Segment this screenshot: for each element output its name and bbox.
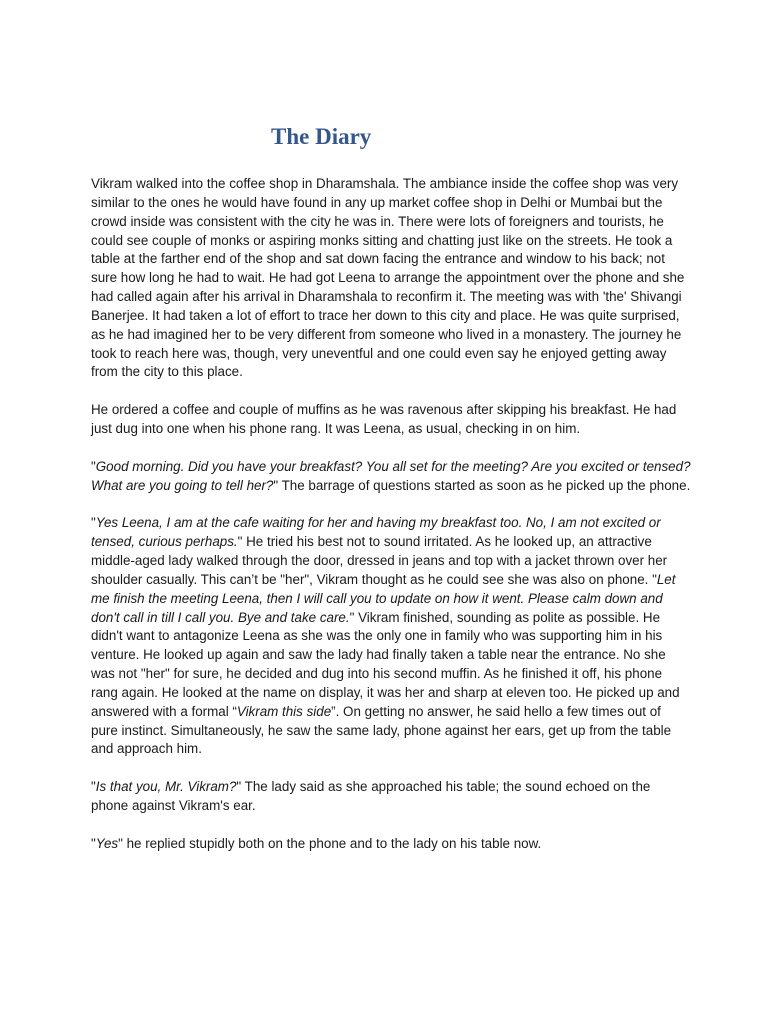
dialogue-text: Let me finish the meeting Leena, then I will call you to update on how it went. Please calm down and don't call in till I call you. Bye and take care. xyxy=(91,571,676,625)
narration-text: " he replied stupidly both on the phone and to the lady on his table now. xyxy=(118,835,542,851)
dialogue-text: Good morning. Did you have your breakfast? You all set for the meeting? Are you excited or tensed? What are you going to tell her? xyxy=(91,458,691,493)
dialogue-text: Yes xyxy=(95,835,119,851)
document-title: The Diary xyxy=(271,124,372,149)
paragraph-6 xyxy=(91,835,691,854)
narration-text: " The lady said as she approached his table; the sound echoed on the phone against Vikram's ear. xyxy=(91,779,651,814)
document-body xyxy=(91,175,691,873)
narration-text: ”. On getting no answer, he said hello a few times out of pure instinct. Simultaneously, he saw the same lady, phone against her ears, get up from the table and approach him. xyxy=(91,703,672,757)
dialogue-text: Is that you, Mr. Vikram? xyxy=(95,779,237,795)
quote-mark: " xyxy=(91,458,96,474)
dialogue-text: Yes Leena, I am at the cafe waiting for her and having my breakfast too. No, I am not excited or tensed, curious perhaps. xyxy=(91,515,661,550)
narration-text: " The barrage of questions started as soon as he picked up the phone. xyxy=(273,477,691,493)
quote-mark: " xyxy=(91,779,96,795)
paragraph-3 xyxy=(91,458,691,496)
quote-mark: " xyxy=(91,835,96,851)
narration-text: " Vikram finished, sounding as polite as possible. He didn't want to antagonize Leena as she was the only one in family who was supporting him in his venture. He looked up again and saw the lady had finally taken a table near the entrance. No she was not "her" for sure, he decided and dug into his second muffin. As he finished it off, his phone rang again. He looked at the name on display, it was her and sharp at eleven too. He picked up and answered with a formal “ xyxy=(91,609,680,719)
quote-mark: " xyxy=(91,515,96,531)
paragraph-2: He ordered a coffee and couple of muffins as he was ravenous after skipping his breakfast. He had just dug into one when his phone rang. It was Leena, as usual, checking in on him. xyxy=(91,402,677,437)
narration-text: " He tried his best not to sound irritated. As he looked up, an attractive middle-aged lady walked through the door, dressed in jeans and top with a jacket thrown over her shoulder casually. This can’t be "her", Vikram thought as he could see she was also on phone. " xyxy=(91,534,668,587)
paragraph-5 xyxy=(91,778,691,816)
paragraph-1: Vikram walked into the coffee shop in Dharamshala. The ambiance inside the coffee shop was very similar to the ones he would have found in any up market coffee shop in Delhi or Mumbai but the crowd inside was consistent with the city he was in. There were lots of foreigners and tourists, he could see couple of monks or aspiring monks sitting and chatting just like on the streets. He took a table at the farther end of the shop and sat down facing the entrance and window to his back; not sure how long he had to wait. He had got Leena to arrange the appointment over the phone and she had called again after his arrival in Dharamshala to reconfirm it. The meeting was with 'the' Shivangi Banerjee. It had taken a lot of effort to trace her down to this city and place. He was quite surprised, as he had imagined her to be very different from someone who lived in a monastery. The journey he took to reach here was, though, very uneventful and one could even say he enjoyed getting away from the city to this place. xyxy=(91,176,685,380)
dialogue-text: Vikram this side xyxy=(236,703,332,719)
paragraph-4 xyxy=(91,514,691,759)
